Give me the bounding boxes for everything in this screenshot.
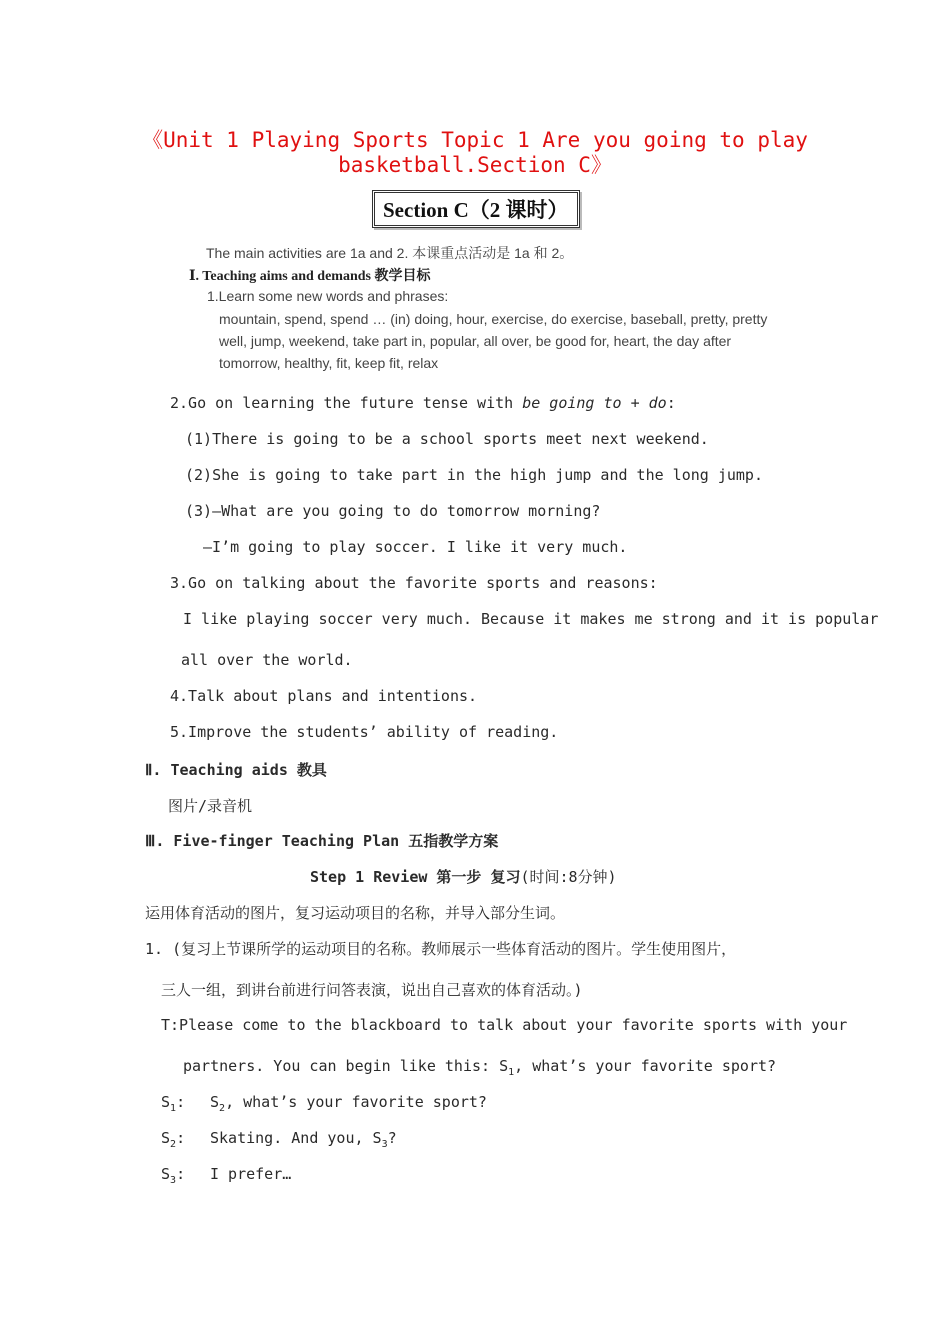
s1-text: , what’s your favorite sport? (225, 1093, 487, 1111)
example-2: (2)She is going to take part in the high jump and the long jump. (185, 466, 763, 484)
dialogue-s1-text (210, 1093, 487, 1114)
s2-text-pre: Skating. And you, S (210, 1129, 382, 1147)
document-title-line1: 《Unit 1 Playing Sports Topic 1 Are you going to play (142, 128, 808, 152)
step-1-description: 运用体育活动的图片，复习运动项目的名称，并导入部分生词。 (145, 904, 566, 922)
words-line-2: well, jump, weekend, take part in, popular, all over, be good for, heart, the day after (219, 333, 732, 349)
s2-label-sub: 2 (170, 1139, 177, 1150)
step-1-note-line2: 三人一组，到讲台前进行问答表演，说出自己喜欢的体育活动。) (161, 981, 583, 999)
s1-label-letter: S (161, 1093, 171, 1111)
teacher-line-2-text: partners. You can begin like this: S (183, 1057, 509, 1075)
teaching-aims-heading: Ⅰ. Teaching aims and demands 教学目标 (189, 269, 431, 284)
aim-item-3-example-line1: I like playing soccer very much. Because it makes me strong and it is popular (183, 610, 879, 628)
dialogue-s1-label: $S_1$: (161, 1093, 186, 1114)
aim-item-1: 1.Learn some new words and phrases: (207, 288, 449, 304)
aim-item-2-formula: be going to + do (522, 394, 667, 412)
dialogue-s2-text (210, 1129, 397, 1150)
dialogue-s3-text: I prefer… (210, 1165, 292, 1183)
section-badge: Section C（2 课时） (372, 190, 580, 228)
teacher-line-2-sub: 1 (508, 1067, 515, 1078)
aim-item-3-example-line2: all over the world. (181, 651, 353, 669)
s2-text-end: ? (387, 1129, 397, 1147)
example-1: (1)There is going to be a school sports meet next weekend. (185, 430, 709, 448)
teaching-plan-heading: Ⅲ. Five-finger Teaching Plan 五指教学方案 (145, 832, 499, 850)
s3-label-letter: S (161, 1165, 171, 1183)
s3-label-sub: 3 (170, 1175, 177, 1186)
step-1-note-line1: 1. (复习上节课所学的运动项目的名称。教师展示一些体育活动的图片。学生使用图片， (145, 940, 737, 958)
step-1-title: Step 1 Review 第一步 复习 (310, 868, 521, 886)
teacher-line-2 (183, 1057, 777, 1078)
aim-item-2-suffix: : (666, 394, 676, 412)
s1-text-sub: 2 (219, 1103, 226, 1114)
step-1-heading (310, 866, 617, 887)
s2-label-letter: S (161, 1129, 171, 1147)
s1-text-pre: S (210, 1093, 220, 1111)
example-3: (3)—What are you going to do tomorrow morning? (185, 502, 601, 520)
aim-item-2-prefix: 2.Go on learning the future tense with (170, 394, 523, 412)
dialogue-s2-label: $S_2$: (161, 1129, 186, 1150)
dialogue-s3-label: $S_3$: (161, 1165, 186, 1186)
step-1-time: (时间:8分钟) (520, 868, 617, 886)
teacher-line-2-end: , what’s your favorite sport? (514, 1057, 777, 1075)
aim-item-2 (170, 394, 676, 412)
s2-text-sub: 3 (381, 1139, 388, 1150)
s1-label-sub: 1 (170, 1103, 177, 1114)
main-activities-text: The main activities are 1a and 2. 本课重点活动是 1a 和 2。 (206, 245, 574, 261)
document-title-line2: basketball.Section C》 (338, 153, 612, 177)
aim-item-3: 3.Go on talking about the favorite sports and reasons: (170, 574, 658, 592)
teaching-aids-content: 图片/录音机 (168, 797, 253, 815)
aim-item-4: 4.Talk about plans and intentions. (170, 687, 478, 705)
example-3-answer: —I’m going to play soccer. I like it very much. (203, 538, 628, 556)
words-line-3: tomorrow, healthy, fit, keep fit, relax (219, 355, 439, 371)
teaching-aids-heading: Ⅱ. Teaching aids 教具 (145, 761, 327, 779)
teacher-line-1: T:Please come to the blackboard to talk about your favorite sports with your (161, 1016, 848, 1034)
words-line-1: mountain, spend, spend … (in) doing, hour, exercise, do exercise, baseball, pretty, pretty (219, 311, 768, 327)
aim-item-5: 5.Improve the students’ ability of reading. (170, 723, 559, 741)
